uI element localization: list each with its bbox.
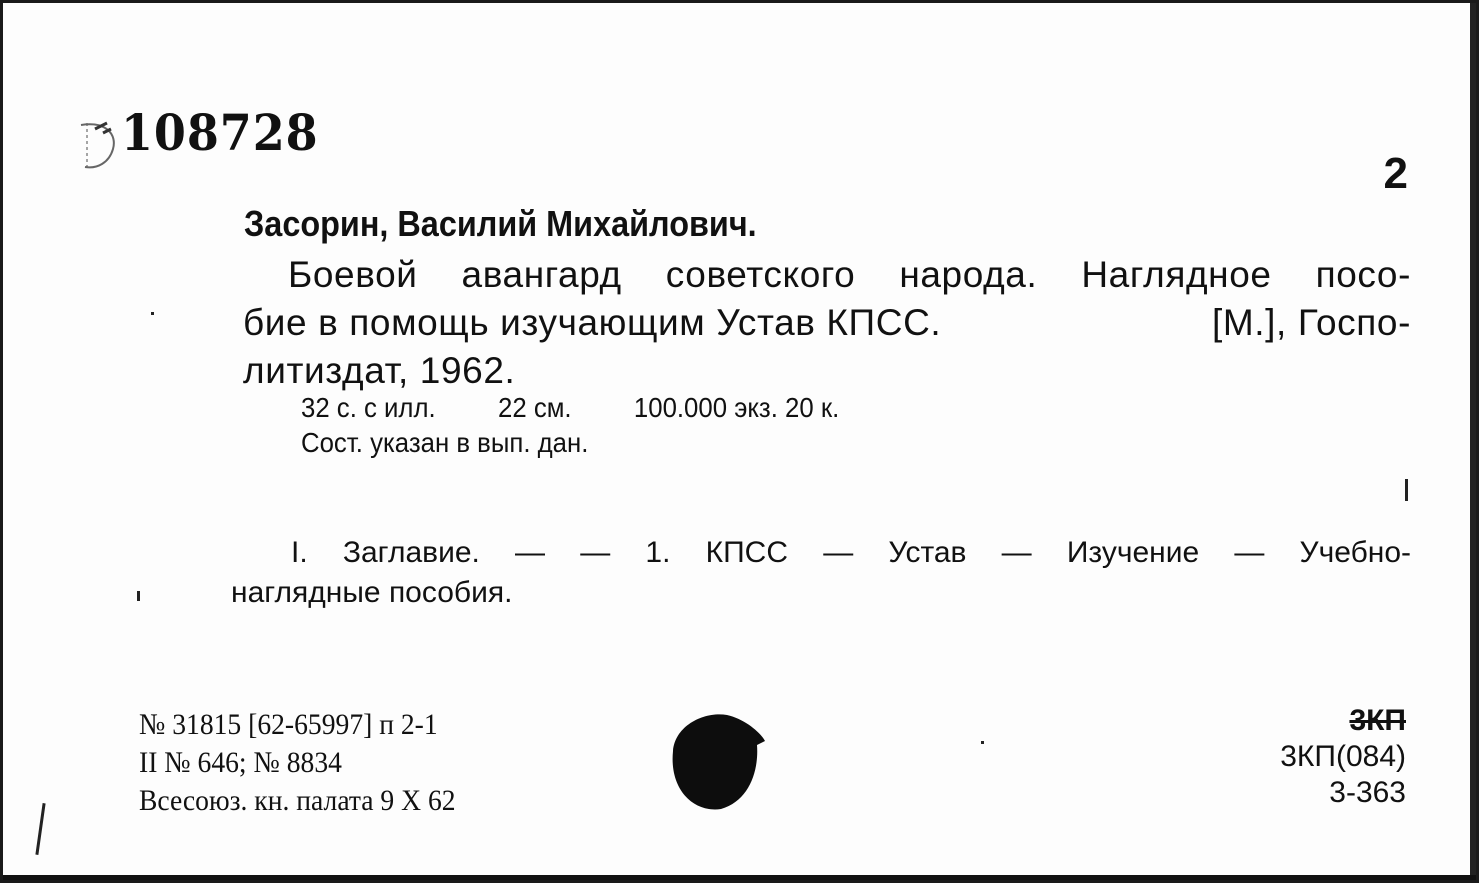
pages-info: 32 с. с илл. [301,392,436,423]
punch-hole-icon [665,711,765,811]
title-line-1: Боевой авангард советского народа. Наглядное посо- [288,254,1411,295]
physical-description [301,392,839,424]
cutter-number: 3-363 [1329,776,1406,809]
struck-classification: 3КП [1349,704,1406,737]
title-line-3: литиздат, 1962. [243,350,516,391]
card-edge [1470,3,1476,880]
classification-code: 3КП(084) [1280,740,1406,773]
compiler-note: Сост. указан в вып. дан. [301,427,589,458]
title-line-2-left: бие в помощь изучающим Устав КПСС. [243,302,942,343]
library-stamp-icon [77,115,119,177]
title-line-2-right: [М.], Госпо- [1212,302,1411,343]
inventory-number: 108728 [121,103,319,162]
margin-mark [137,591,140,601]
copies-price-info: 100.000 экз. 20 к. [633,392,840,423]
scratch-mark [35,803,45,855]
footer-line-1: № 31815 [62-65997] п 2-1 [139,708,438,741]
title-description [243,251,1411,395]
card-number: 2 [1383,149,1408,198]
printing-info [139,706,456,820]
subject-line-2: наглядные пособия. [231,576,513,609]
footer-line-3: Всесоюз. кн. палата 9 X 62 [139,784,456,817]
size-info: 22 см. [498,392,572,423]
classification-block [1280,703,1406,811]
footer-line-2: II № 646; № 8834 [139,746,342,779]
card-edge [3,875,1476,880]
author-heading: Засорин, Василий Михайлович. [244,203,757,244]
margin-mark [1405,479,1408,501]
subject-tracings [231,533,1411,613]
margin-mark [151,312,154,315]
margin-mark [981,741,984,744]
title-line-2 [243,299,1411,347]
subject-line-1: I. Заглавие. — — 1. КПСС — Устав — Изучение — Учебно- [291,536,1411,569]
